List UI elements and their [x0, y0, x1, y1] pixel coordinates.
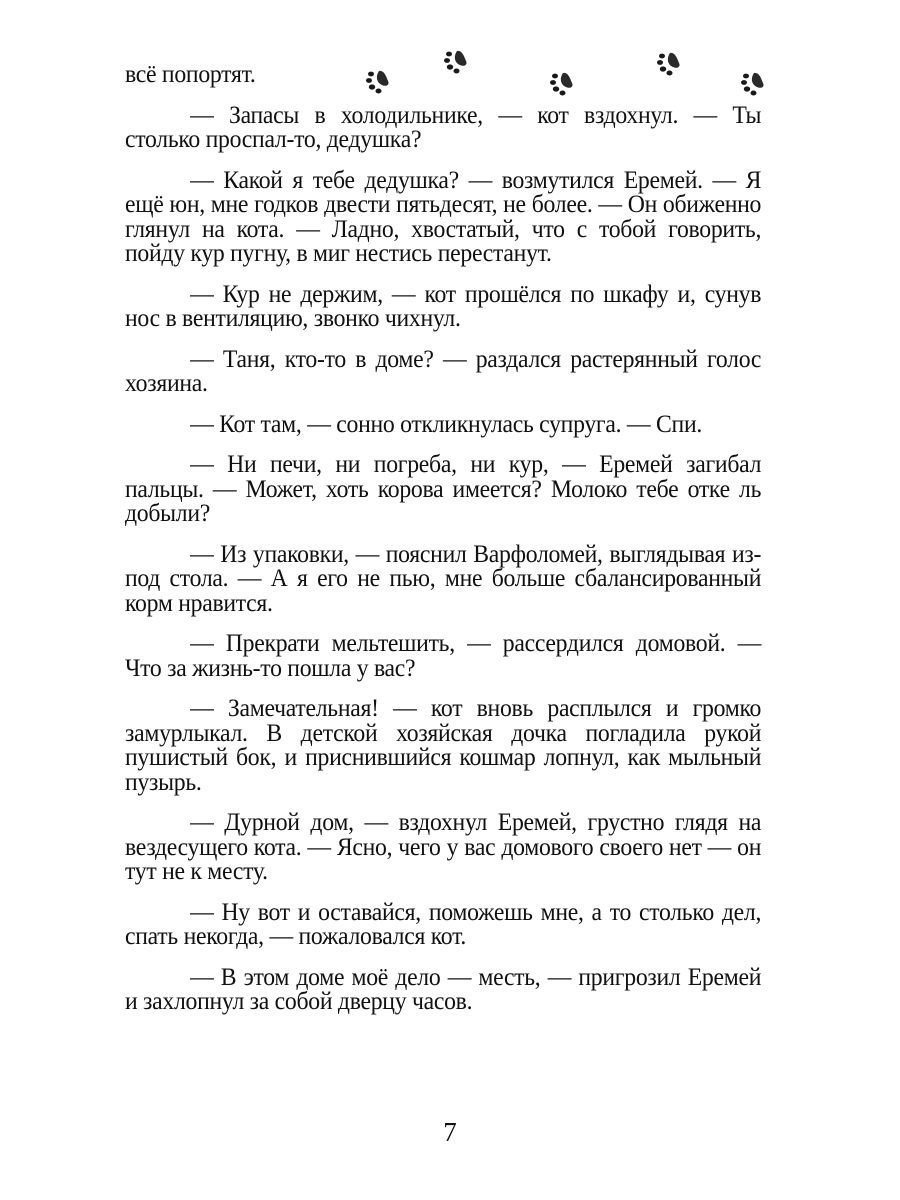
paragraph-continuation: всё попортят. [125, 59, 256, 88]
paragraph: — Кур не держим, — кот прошёлся по шкафу и, сунув нос в вентиляцию, звонко чихнул. [125, 278, 762, 332]
paragraph: — Дурной дом, — вздохнул Еремей, грустно глядя на вездесущего кота. — Ясно, чего у вас домового своего нет — он тут не к месту. [125, 807, 762, 885]
paragraph: — Какой я тебе дедушка? — возмутился Еремей. — Я ещё юн, мне годков двести пятьдесят, не более. — Он обиженно глянул на кота. — Ладно, хвостатый, что с тобой говорить, пойду кур пугну, в миг нестись перестанут. [125, 164, 762, 267]
paragraph: — Ни печи, ни погреба, ни кур, — Еремей загибал пальцы. — Может, хоть корова имеется? Молоко тебе отке ль добыли? [125, 449, 762, 527]
paragraph: — Замечательная! — кот вновь расплылся и громко замурлыкал. В детской хозяйская дочка погладила рукой пушистый бок, и приснившийся кошмар лопнул, как мыльный пузырь. [125, 693, 762, 796]
paragraph: — В этом доме моё дело — месть, — пригрозил Еремей и захлопнул за собой дверцу часов. [125, 961, 762, 1015]
paragraph: — Из упаковки, — пояснил Варфоломей, выглядывая из-под стола. — А я его не пью, мне больше сбалансированный корм нравится. [125, 538, 762, 617]
paragraph: — Кот там, — сонно откликнулась супруга. — Спи. [190, 408, 703, 438]
paragraph: — Ну вот и оставайся, поможешь мне, а то столько дел, спать некогда, — пожаловался кот. [125, 896, 762, 950]
page-body [125, 59, 762, 1030]
paragraph: — Таня, кто-то в доме? — раздался растерянный голос хозяина. [125, 343, 762, 397]
page-number: 7 [443, 1117, 457, 1147]
paragraph: — Прекрати мельтешить, — рассердился домовой. — Что за жизнь-то пошла у вас? [125, 628, 762, 682]
paragraph: — Запасы в холодильнике, — кот вздохнул. — Ты столько проспал-то, дедушка? [125, 99, 762, 153]
